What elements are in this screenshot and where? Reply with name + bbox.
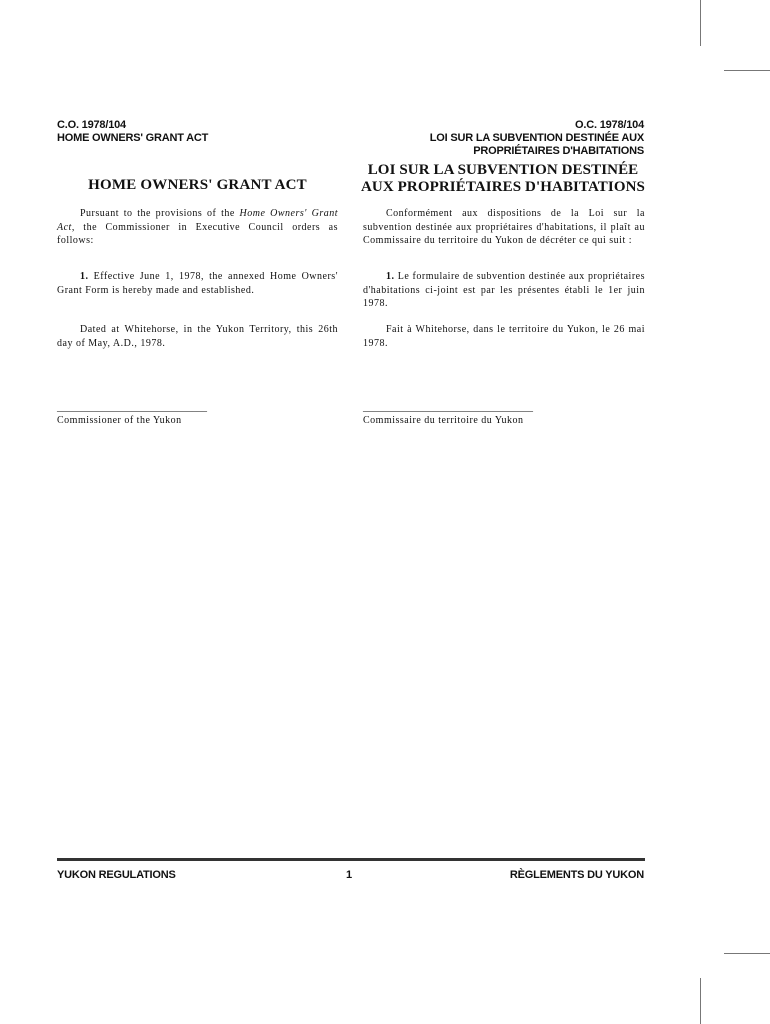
act-name-french-line1: LOI SUR LA SUBVENTION DESTINÉE AUX: [429, 132, 644, 144]
english-intro-paragraph: Pursuant to the provisions of the Home Owners' Grant Act, the Commissioner in Executive Council orders as follows:: [57, 208, 338, 246]
act-title-italic: Home Owners' Grant Act: [57, 208, 338, 233]
english-signature-line: ______________________________: [57, 402, 207, 413]
footer-right: RÈGLEMENTS DU YUKON: [509, 869, 644, 881]
order-number-english: C.O. 1978/104: [57, 119, 126, 131]
title-french-line1: LOI SUR LA SUBVENTION DESTINÉE: [367, 162, 639, 178]
crop-mark-top-vertical: [700, 0, 701, 46]
act-name-english: HOME OWNERS' GRANT ACT: [57, 132, 209, 144]
crop-mark-bottom-horizontal: [724, 953, 770, 954]
english-signature-label: Commissioner of the Yukon: [57, 415, 182, 426]
footer-left: YUKON REGULATIONS: [57, 869, 176, 881]
page-number: 1: [346, 869, 352, 881]
title-french: [340, 162, 666, 196]
title-french-line2: AUX PROPRIÉTAIRES D'HABITATIONS: [361, 179, 645, 195]
english-section-1: 1. Effective June 1, 1978, the annexed Home Owners' Grant Form is hereby made and established.: [57, 271, 338, 296]
running-header-english: [57, 119, 208, 145]
crop-mark-top-horizontal: [724, 70, 770, 71]
order-number-french: O.C. 1978/104: [575, 119, 644, 131]
crop-mark-bottom-vertical: [700, 978, 701, 1024]
english-dated-paragraph: Dated at Whitehorse, in the Yukon Territory, this 26th day of May, A.D., 1978.: [57, 324, 338, 349]
running-header-french: [430, 119, 644, 158]
french-dated-paragraph: Fait à Whitehorse, dans le territoire du Yukon, le 26 mai 1978.: [363, 324, 645, 349]
section-number: 1.: [80, 271, 89, 282]
french-intro-paragraph: Conformément aux dispositions de la Loi sur la subvention destinée aux propriétaires d'habitations, il plaît au Commissaire du territoire du Yukon de décréter ce qui suit :: [363, 208, 645, 246]
section-number: 1.: [386, 271, 395, 282]
footer-rule: [57, 858, 645, 861]
french-section-1: 1. Le formulaire de subvention destinée aux propriétaires d'habitations ci-joint est par les présentes établi le 1er juin 1978.: [363, 271, 645, 309]
act-name-french-line2: PROPRIÉTAIRES D'HABITATIONS: [473, 145, 644, 157]
french-signature-line: __________________________________: [363, 402, 533, 413]
title-english: HOME OWNERS' GRANT ACT: [88, 177, 307, 193]
french-signature-label: Commissaire du territoire du Yukon: [363, 415, 524, 426]
